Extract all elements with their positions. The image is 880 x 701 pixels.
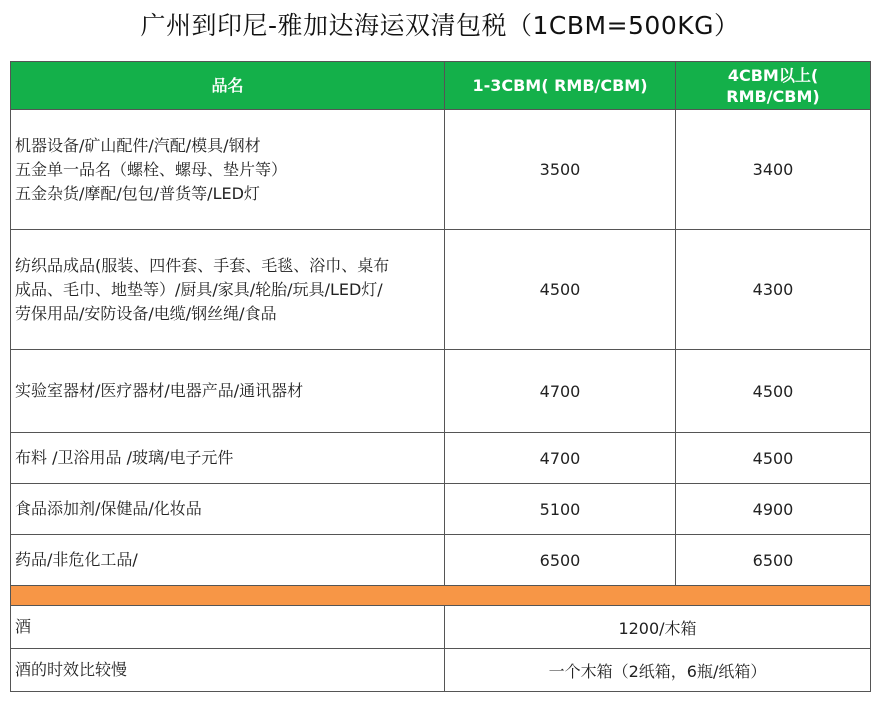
table-row [11,484,871,535]
extra-value-cell: 1200/木箱 [445,606,871,649]
product-name-line: 五金单一品名（螺栓、螺母、垫片等） [15,159,288,179]
product-name-line: 布料 /卫浴用品 /玻璃/电子元件 [15,448,234,467]
product-name-line: 实验室器材/医疗器材/电器产品/通讯器材 [15,381,304,400]
table-row [11,433,871,484]
table-row [11,110,871,230]
product-name-line: 药品/非危化工品/ [15,550,138,569]
tier1-price-cell: 3500 [445,110,676,230]
product-name-line: 劳保用品/安防设备/电缆/钢丝绳/食品 [15,303,277,323]
header-tier2-line2: RMB/CBM) [726,86,820,106]
table-row [11,535,871,586]
tier1-price-cell: 4700 [445,433,676,484]
product-name-line: 机器设备/矿山配件/汽配/模具/钢材 [15,135,261,155]
product-name-cell [11,535,445,586]
tier2-price-cell: 4500 [676,350,871,433]
product-name-line: 成品、毛巾、地垫等）/厨具/家具/轮胎/玩具/LED灯/ [15,279,383,299]
separator-bar [11,586,871,606]
tier1-price-cell: 4700 [445,350,676,433]
tier1-price-cell: 6500 [445,535,676,586]
table-header-row [11,62,871,110]
header-tier2-price [676,62,871,110]
tier2-price-cell: 4300 [676,230,871,350]
price-table [10,61,871,692]
extra-name-cell: 酒 [11,606,445,649]
header-tier1-price: 1-3CBM( RMB/CBM) [445,62,676,110]
product-name-cell [11,350,445,433]
tier2-price-cell: 4900 [676,484,871,535]
tier1-price-cell: 5100 [445,484,676,535]
tier2-price-cell: 6500 [676,535,871,586]
extra-value-cell: 一个木箱（2纸箱，6瓶/纸箱） [445,649,871,692]
table-row [11,230,871,350]
header-product-name: 品名 [11,62,445,110]
table-row [11,350,871,433]
product-name-line: 纺织品成品(服装、四件套、手套、毛毯、浴巾、桌布 [15,255,390,275]
page-title: 广州到印尼-雅加达海运双清包税（1CBM=500KG） [140,11,740,40]
tier1-price-cell: 4500 [445,230,676,350]
product-name-line: 五金杂货/摩配/包包/普货等/LED灯 [15,183,260,203]
separator-row [11,586,871,606]
product-name-cell [11,484,445,535]
header-tier2-line1: 4CBM以上( [727,65,819,85]
product-name-cell [11,230,445,350]
product-name-line: 食品添加剂/保健品/化妆品 [15,499,202,518]
product-name-cell [11,110,445,230]
table-row [11,606,871,649]
tier2-price-cell: 3400 [676,110,871,230]
tier2-price-cell: 4500 [676,433,871,484]
extra-name-cell: 酒的时效比较慢 [11,649,445,692]
table-row [11,649,871,692]
product-name-cell [11,433,445,484]
